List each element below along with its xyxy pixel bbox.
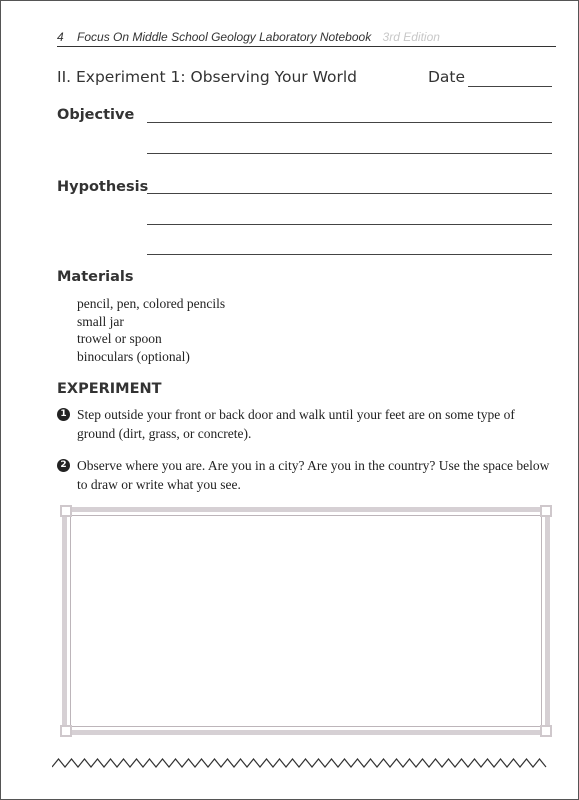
list-item: small jar [77, 313, 124, 329]
edition-label: 3rd Edition [382, 30, 440, 44]
hypothesis-line-1[interactable] [147, 193, 552, 194]
frame-corner-top-right [540, 505, 552, 517]
objective-line-1[interactable] [147, 122, 552, 123]
spiral-binding-zigzag [52, 756, 552, 770]
hypothesis-label: Hypothesis [57, 179, 149, 195]
step-2 [57, 456, 552, 494]
objective-label: Objective [57, 107, 135, 123]
hypothesis-line-3[interactable] [147, 254, 552, 255]
step-1 [57, 405, 552, 443]
hypothesis-line-2[interactable] [147, 224, 552, 225]
drawing-area[interactable] [70, 515, 542, 727]
frame-corner-bottom-right [540, 725, 552, 737]
experiment-title: II. Experiment 1: Observing Your World [57, 68, 358, 86]
date-label: Date [428, 68, 466, 86]
objective-line-2[interactable] [147, 153, 552, 154]
page-number: 4 [57, 30, 64, 44]
step-2-text: Observe where you are. Are you in a city? Are you in the country? Use the space below to draw or write what you see. [77, 458, 550, 492]
frame-corner-bottom-left [60, 725, 72, 737]
step-1-text: Step outside your front or back door and walk until your feet are on some type of ground (dirt, grass, or concrete). [77, 407, 515, 441]
page-header [57, 30, 556, 47]
frame-corner-top-left [60, 505, 72, 517]
list-item: trowel or spoon [77, 331, 162, 346]
materials-label: Materials [57, 269, 134, 285]
list-item: pencil, pen, colored pencils [77, 296, 226, 311]
step-number-badge: 2 [57, 459, 70, 472]
experiment-label: EXPERIMENT [57, 381, 162, 397]
materials-list [77, 295, 225, 365]
step-number-badge: 1 [57, 408, 70, 421]
list-item: binoculars (optional) [77, 348, 190, 364]
book-title: Focus On Middle School Geology Laboratory Notebook [77, 30, 372, 44]
date-field-line[interactable] [468, 86, 552, 87]
